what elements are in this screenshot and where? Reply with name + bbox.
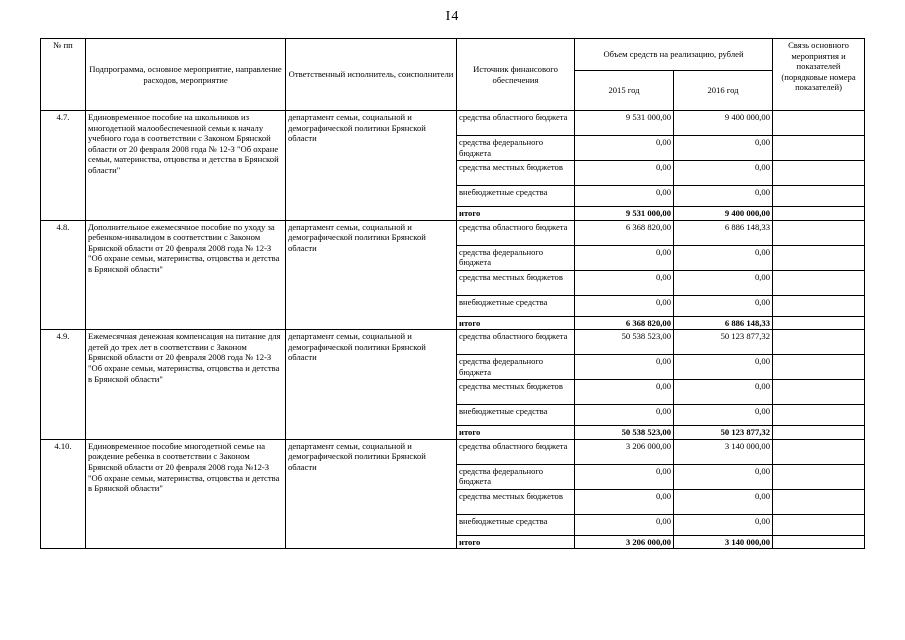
indicator-link xyxy=(773,535,865,549)
funding-source: внебюджетные средства xyxy=(457,514,575,535)
indicator-link xyxy=(773,220,865,245)
funding-source: средства областного бюджета xyxy=(457,439,575,464)
indicator-link xyxy=(773,245,865,270)
item-number: 4.10. xyxy=(41,439,86,549)
program-description: Единовременное пособие на школьников из многодетной малообеспеченной семьи к началу учебного года в соответствии с Законом Брянской области от 20 февраля 2008 года № 12-З "Об охране семьи, материнства, отцовства и детства в Брянской области" xyxy=(86,111,286,221)
table-row xyxy=(41,220,865,245)
funding-source: средства местных бюджетов xyxy=(457,161,575,186)
funding-source: итого xyxy=(457,207,575,221)
amount-2016: 3 140 000,00 xyxy=(674,439,773,464)
indicator-link xyxy=(773,295,865,316)
program-description: Ежемесячная денежная компенсация на питание для детей до трех лет в соответствии с Законом Брянской области от 20 февраля 2008 года № 12-З "Об охране семьи, материнства, отцовства и детства в Брянской области" xyxy=(86,330,286,440)
funding-source: средства местных бюджетов xyxy=(457,380,575,405)
table-row xyxy=(41,330,865,355)
header-program: Подпрограмма, основное мероприятие, направление расходов, мероприятие xyxy=(86,39,286,111)
indicator-link xyxy=(773,489,865,514)
amount-2016: 0,00 xyxy=(674,464,773,489)
indicator-link xyxy=(773,316,865,330)
indicator-link xyxy=(773,186,865,207)
indicator-link xyxy=(773,380,865,405)
funding-source: средства федерального бюджета xyxy=(457,136,575,161)
indicator-link xyxy=(773,136,865,161)
amount-2015: 0,00 xyxy=(575,514,674,535)
amount-2015: 50 538 523,00 xyxy=(575,426,674,440)
amount-2016: 50 123 877,32 xyxy=(674,330,773,355)
amount-2015: 0,00 xyxy=(575,136,674,161)
header-link: Связь основного мероприятия и показателей (порядковые номера показателей) xyxy=(773,39,865,111)
indicator-link xyxy=(773,439,865,464)
indicator-link xyxy=(773,111,865,136)
executor: департамент семьи, социальной и демографической политики Брянской области xyxy=(286,220,457,330)
amount-2016: 6 886 148,33 xyxy=(674,220,773,245)
amount-2015: 6 368 820,00 xyxy=(575,316,674,330)
funding-source: средства федерального бюджета xyxy=(457,464,575,489)
amount-2016: 3 140 000,00 xyxy=(674,535,773,549)
amount-2016: 0,00 xyxy=(674,186,773,207)
funding-source: средства областного бюджета xyxy=(457,330,575,355)
item-number: 4.8. xyxy=(41,220,86,330)
table-row xyxy=(41,111,865,136)
indicator-link xyxy=(773,464,865,489)
funding-source: средства местных бюджетов xyxy=(457,270,575,295)
funding-source: средства федерального бюджета xyxy=(457,245,575,270)
indicator-link xyxy=(773,161,865,186)
indicator-link xyxy=(773,355,865,380)
amount-2016: 0,00 xyxy=(674,295,773,316)
amount-2016: 9 400 000,00 xyxy=(674,111,773,136)
amount-2016: 0,00 xyxy=(674,136,773,161)
header-row xyxy=(41,39,865,71)
indicator-link xyxy=(773,426,865,440)
amount-2015: 0,00 xyxy=(575,355,674,380)
amount-2016: 0,00 xyxy=(674,245,773,270)
funding-source: итого xyxy=(457,535,575,549)
table-row xyxy=(41,439,865,464)
amount-2016: 0,00 xyxy=(674,380,773,405)
amount-2016: 0,00 xyxy=(674,405,773,426)
amount-2015: 0,00 xyxy=(575,295,674,316)
page-number: I4 xyxy=(445,9,460,24)
funding-source: средства федерального бюджета xyxy=(457,355,575,380)
amount-2015: 0,00 xyxy=(575,380,674,405)
amount-2015: 0,00 xyxy=(575,186,674,207)
amount-2015: 9 531 000,00 xyxy=(575,111,674,136)
indicator-link xyxy=(773,270,865,295)
amount-2015: 3 206 000,00 xyxy=(575,535,674,549)
amount-2015: 9 531 000,00 xyxy=(575,207,674,221)
header-year-2015: 2015 год xyxy=(575,71,674,111)
amount-2016: 0,00 xyxy=(674,489,773,514)
amount-2015: 0,00 xyxy=(575,270,674,295)
amount-2015: 0,00 xyxy=(575,161,674,186)
item-number: 4.9. xyxy=(41,330,86,440)
amount-2016: 0,00 xyxy=(674,514,773,535)
indicator-link xyxy=(773,514,865,535)
header-executor: Ответственный исполнитель, соисполнители xyxy=(286,39,457,111)
funding-source: внебюджетные средства xyxy=(457,295,575,316)
table-body xyxy=(41,39,865,549)
amount-2015: 0,00 xyxy=(575,464,674,489)
program-description: Единовременное пособие многодетной семье на рождение ребенка в соответствии с Законом Брянской области от 20 февраля 2008 года №12-З "Об охране семьи, материнства, отцовства и детства в Брянской области" xyxy=(86,439,286,549)
amount-2016: 0,00 xyxy=(674,355,773,380)
indicator-link xyxy=(773,207,865,221)
funding-source: средства областного бюджета xyxy=(457,111,575,136)
program-table xyxy=(40,38,865,549)
amount-2016: 0,00 xyxy=(674,270,773,295)
header-num: № пп xyxy=(41,39,86,111)
indicator-link xyxy=(773,330,865,355)
funding-source: итого xyxy=(457,316,575,330)
amount-2015: 50 538 523,00 xyxy=(575,330,674,355)
amount-2015: 0,00 xyxy=(575,489,674,514)
header-volume: Объем средств на реализацию, рублей xyxy=(575,39,773,71)
executor: департамент семьи, социальной и демографической политики Брянской области xyxy=(286,439,457,549)
executor: департамент семьи, социальной и демографической политики Брянской области xyxy=(286,330,457,440)
amount-2015: 6 368 820,00 xyxy=(575,220,674,245)
funding-source: итого xyxy=(457,426,575,440)
amount-2016: 6 886 148,33 xyxy=(674,316,773,330)
amount-2016: 50 123 877,32 xyxy=(674,426,773,440)
header-year-2016: 2016 год xyxy=(674,71,773,111)
header-source: Источник финансового обеспечения xyxy=(457,39,575,111)
program-description: Дополнительное ежемесячное пособие по уходу за ребенком-инвалидом в соответствии с Законом Брянской области от 20 февраля 2008 года № 12-З "Об охране семьи, материнства, отцовства и детства в Брянской области" xyxy=(86,220,286,330)
amount-2016: 9 400 000,00 xyxy=(674,207,773,221)
funding-source: внебюджетные средства xyxy=(457,186,575,207)
amount-2015: 0,00 xyxy=(575,245,674,270)
indicator-link xyxy=(773,405,865,426)
funding-source: средства областного бюджета xyxy=(457,220,575,245)
funding-source: внебюджетные средства xyxy=(457,405,575,426)
item-number: 4.7. xyxy=(41,111,86,221)
amount-2016: 0,00 xyxy=(674,161,773,186)
amount-2015: 0,00 xyxy=(575,405,674,426)
funding-source: средства местных бюджетов xyxy=(457,489,575,514)
amount-2015: 3 206 000,00 xyxy=(575,439,674,464)
executor: департамент семьи, социальной и демографической политики Брянской области xyxy=(286,111,457,221)
